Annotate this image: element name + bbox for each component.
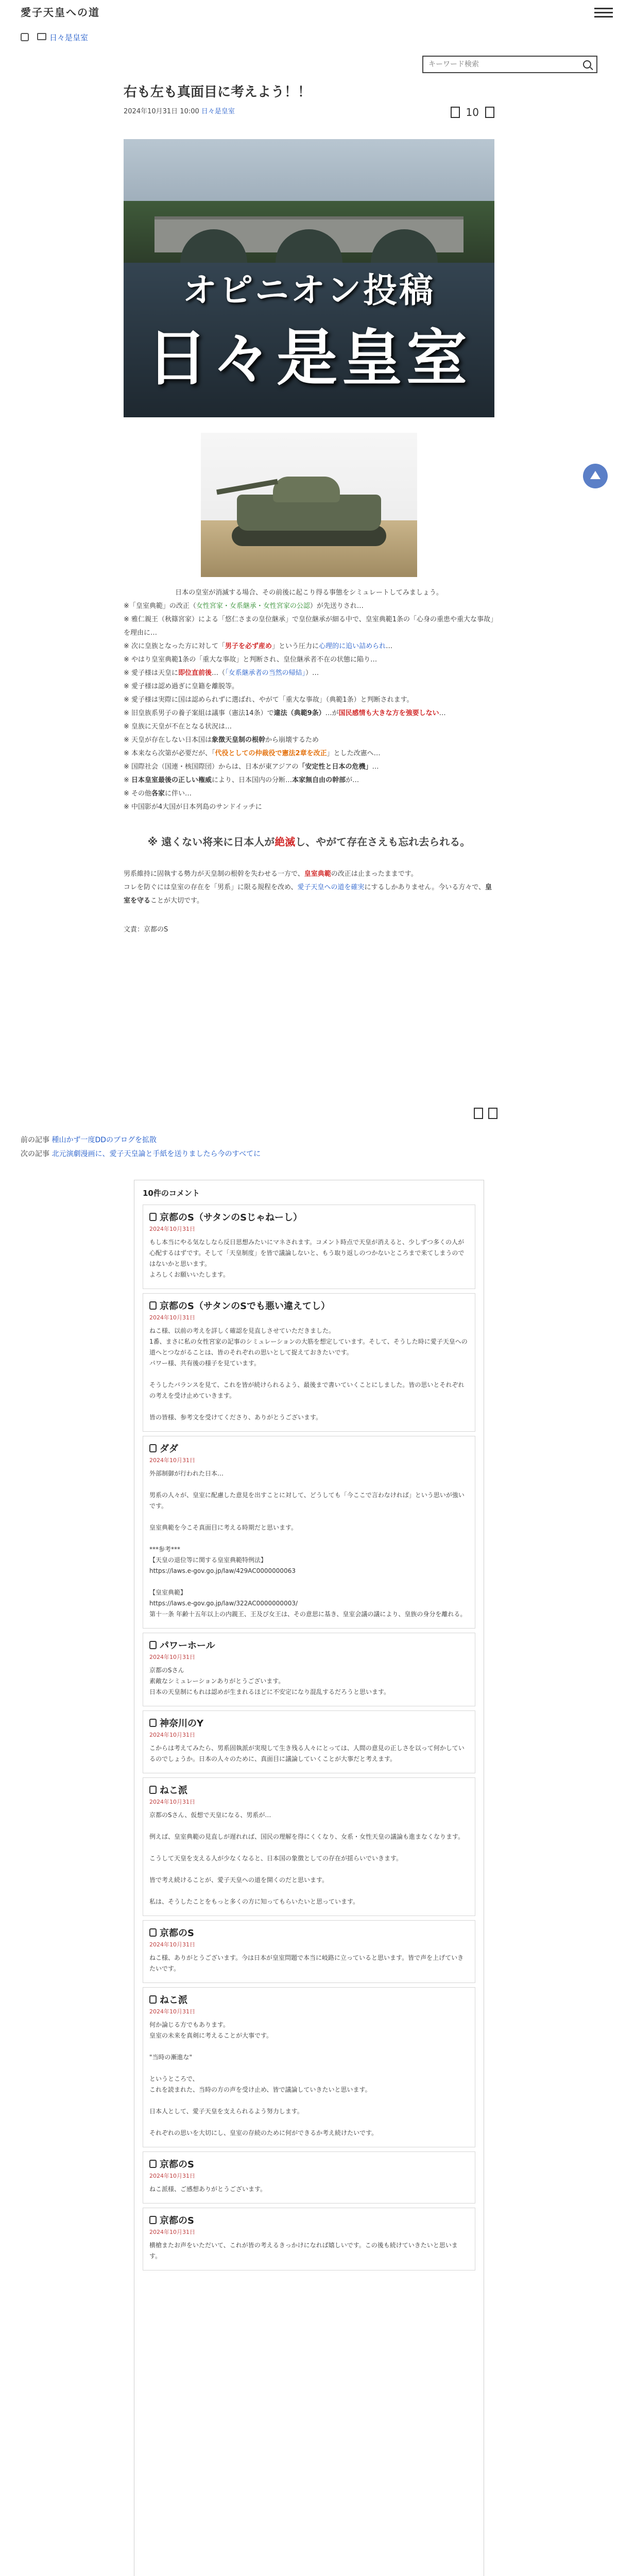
comment	[143, 1293, 475, 1432]
comment-author-name: 神奈川のY	[160, 1718, 204, 1729]
article-paragraph	[124, 680, 494, 693]
user-icon	[149, 1641, 157, 1649]
comment-author	[149, 1210, 469, 1224]
comment	[143, 2151, 475, 2204]
comment-author	[149, 1638, 469, 1652]
text-run: ※ 本来なら次第が必要だが、「	[124, 750, 215, 757]
comment-author	[149, 1299, 469, 1312]
comment-body: 何か論じる方でもあります。 皇室の未来を真剣に考えることが大事です。 "当時の漸進な" というところで、 これを読まれた、当時の方の声を受け止め、皆で議論していきたいと思います。 日本人として、愛子天皇を支えられるよう努力します。 それぞれの思いを大切にし、皇室の存続のために何ができるか考え続けたいです。	[149, 2021, 378, 2137]
text-run: により、日本国内の分断…	[212, 776, 293, 784]
text-run: にするしかありません。今いる方々で、	[364, 884, 486, 891]
comments-heading: 10件のコメント	[143, 1189, 200, 1198]
comment-author-name: 京都のS（サタンのSでも悪い違えてし）	[160, 1301, 331, 1312]
prev-post	[21, 1133, 597, 1147]
text-run: …	[386, 642, 393, 650]
next-post	[21, 1147, 597, 1161]
highlight-run: 違法（典範9条）	[273, 709, 325, 717]
article-paragraph	[124, 787, 494, 801]
comment	[143, 2208, 475, 2270]
tank-turret	[273, 477, 340, 502]
article-paragraph	[124, 760, 494, 774]
text-run: …	[439, 709, 446, 717]
highlight-run: ※ 遠くない将来に日本人が	[147, 836, 275, 848]
article-paragraph	[124, 747, 494, 760]
next-post-link[interactable]: 北元演劇漫画に、愛子天皇論と手紙を送りましたら今のすべてに	[52, 1149, 261, 1158]
folder-icon	[37, 33, 46, 40]
bookmark-icon[interactable]	[451, 107, 460, 118]
hero-title-line2: 日々是皇室	[146, 322, 471, 394]
text-run: コレを防ぐには皇室の存在を「男系」に限る規程を改め、	[124, 884, 298, 891]
user-icon	[149, 1301, 157, 1310]
text-run: ※ 次に皇族となった方に対して「	[124, 642, 226, 650]
article-paragraph	[124, 720, 494, 734]
user-icon	[149, 1213, 157, 1221]
highlight-run: 存在さえも忘れ去られる。	[347, 836, 471, 848]
text-run: …が	[325, 709, 339, 717]
search-icon[interactable]	[583, 60, 591, 69]
comment-body: 京都のSさん 素敵なシミュレーションありがとうございます。 日本の天皇制にもれは認めが生まれるほどに不安定になり混乱するだろうと思います。	[149, 1667, 390, 1696]
comment	[143, 1920, 475, 1983]
comment-date: 2024年10月31日	[149, 1941, 195, 1948]
comment-body: もし本当にやる気なしなら反日思想みたいにマネされます。コメント時点で天皇が消えると、少しずつ多くの人が心配するはずです。そして「天皇制度」を皆で議論しないと、もう取り返しのつかないところまで来てしまうのではないかと思います。 よろしくお願いいたします。	[149, 1239, 465, 1278]
highlight-run: 日本皇室最後の正しい権威	[131, 776, 212, 784]
home-icon[interactable]	[21, 33, 29, 41]
text-run: 」とした改憲へ…	[327, 750, 381, 757]
text-run: ※ 雅仁親王（秋篠宮家）による「悠仁さまの皇位継承」で皇位継承が細る中で、皇室典範1条の「心身の重患や重大な事故」を理由に…	[124, 616, 494, 637]
comment-date: 2024年10月31日	[149, 1732, 195, 1738]
article-date: 2024年10月31日 10:00	[124, 108, 199, 115]
comment-author	[149, 2213, 469, 2227]
highlight-run: 男子を必ず産め	[225, 642, 272, 650]
user-icon	[149, 1719, 157, 1727]
highlight-run: 絶滅	[274, 836, 296, 848]
site-logo[interactable]: 愛子天皇への道	[21, 6, 100, 19]
user-icon	[149, 1786, 157, 1794]
scroll-to-top-button[interactable]	[583, 464, 608, 488]
user-icon	[149, 2160, 157, 2168]
highlight-run: 心理的に追い詰められ	[319, 642, 386, 650]
text-run: ※ 愛子様は認め過ぎに皇籍を離脱等。	[124, 683, 239, 690]
text-run: ※ 国際社会（国連・核国際団）からは、日本が東アジアの	[124, 763, 299, 771]
article-paragraph	[124, 693, 494, 707]
comment-body: 外部制御が行われた日本… 男系の人々が、皇室に配慮した意見を出すことに対して、どうしても「今ここで言わなければ」という思いが強いです。 皇室典範を今こそ真面目に考える時期だと思います。 ***参考*** 【天皇の退位等に関する皇室典範特例法】 https://laws.e-gov.go.jp/law/429AC0000000063 【皇室典範】 https://laws.e-gov.go.jp/law/322AC0000000003/ 第十一条 年齢十五年以上の内親王、王及び女王は、その意思に基き、皇室会議の議により、皇族の身分を離れる。	[149, 1470, 467, 1618]
text-run: の改正は止まったままです。	[331, 870, 418, 878]
article	[124, 77, 494, 937]
comment-author-name: ダダ	[160, 1444, 178, 1454]
comment-author	[149, 1783, 469, 1797]
text-run: …（	[212, 669, 226, 677]
article-meta	[124, 106, 494, 115]
article-highlight-line	[124, 832, 494, 852]
comment-author-name: ねこ派	[160, 1995, 187, 2006]
text-run: ことが大切です。	[150, 897, 203, 905]
comment-author-name: 京都のS	[160, 1928, 194, 1939]
search-box	[422, 56, 597, 73]
text-run: ※「皇室典範」の改正（	[124, 602, 196, 610]
comment-date: 2024年10月31日	[149, 1654, 195, 1660]
comment	[143, 1633, 475, 1706]
text-run: ※ 愛子様は実際に国は認められずに選ばれ、やがて「重大な事故」（典範1条）と判断されます。	[124, 696, 414, 704]
site-header	[0, 0, 618, 31]
comment-body: こからは考えてみたら、男系固執派が実現して生き残る人々にとっては、人間の意見の正しさを以って何かしているのでしょうか。日本の人々のために、真面目に議論していくことが大事だと考えます。	[149, 1744, 465, 1762]
text-run: ※ 中国影が4大国が日本列島のサンドイッチに	[124, 803, 262, 811]
text-run: 男系維持に固執する勢力が天皇制の根幹を失わせる一方で、	[124, 870, 304, 878]
closing-paragraph	[124, 881, 494, 908]
highlight-run: 「安定性と日本の危機」	[298, 763, 372, 771]
text-run: が…	[346, 776, 359, 784]
comment-date: 2024年10月31日	[149, 1226, 195, 1232]
prev-post-label: 前の記事	[21, 1136, 49, 1144]
text-run: ※ 旧皇族系男子の養子案組は議事（憲法14条）で	[124, 709, 274, 717]
user-icon	[149, 1928, 157, 1937]
article-paragraph	[124, 640, 494, 653]
comment-body: ねこ様、ありがとうございます。今は日本が皇室問題で本当に岐路に立っていると思います。皆で声を上げていきたいです。	[149, 1954, 464, 1972]
comment	[143, 1710, 475, 1773]
comment-body: 京都のSさん、仮想で天皇になる、男系が… 例えば、皇室典範の見直しが遅れれば、国民の理解を得にくくなり、女系・女性天皇の議論も進まなくなります。 こうして天皇を支える人が少なくなると、日本国の象徴としての存在が揺らいでいきます。 皆で考え続けることが、愛子天皇への道を開くのだと思います。 私は、そうしたことをもっと多くの方に知ってもらいたいと思っています。	[149, 1811, 465, 1905]
article-paragraph	[124, 600, 494, 613]
highlight-run: し、やがて	[295, 836, 347, 848]
comment-author	[149, 1993, 469, 2006]
comment-date: 2024年10月31日	[149, 1457, 195, 1464]
tank-illustration	[201, 433, 417, 577]
highlight-run: 代役としての仲裁役で憲法2章を改正	[215, 750, 327, 757]
user-icon	[149, 2216, 157, 2224]
article-paragraph	[124, 774, 494, 787]
comment-author	[149, 1716, 469, 1730]
comment	[143, 1987, 475, 2147]
comment-author-name: ねこ派	[160, 1785, 187, 1796]
comment-author-name: 京都のS	[160, 2215, 194, 2226]
text-run: に伴い…	[165, 790, 192, 798]
post-navigation	[21, 1133, 597, 1161]
comment-date: 2024年10月31日	[149, 2229, 195, 2235]
hamburger-menu-icon[interactable]	[594, 5, 613, 20]
article-paragraph	[124, 734, 494, 747]
text-run: ）…	[305, 669, 319, 677]
comment	[143, 1436, 475, 1629]
text-run: 」という圧力に	[272, 642, 319, 650]
closing-paragraph	[124, 868, 494, 881]
highlight-run: 皇室典範	[304, 870, 331, 878]
breadcrumb-category[interactable]	[37, 32, 88, 43]
comment-body: ねこ様、以前の考えを詳しく確認を見直しさせていただきました。 1番、まさに私の女性宮家の記事のシミュレーションの大筋を想定しています。そして、そうした時に愛子天皇への道へとつながることは、皆のそれぞれの思いとして捉えておきたいです。 パワー様、共有後の様子を見ています。 そうしたバランスを見て、これを皆が続けられるよう、最後まで書いていくことにしました。皆の思いとそれぞれの考えを受け止めていきます。 皆の皆様、参考文を受けてくださり、ありがとうございます。	[149, 1327, 468, 1421]
article-paragraph	[124, 667, 494, 680]
comment-author	[149, 2157, 469, 2171]
breadcrumb	[21, 30, 597, 44]
highlight-run: 象徴天皇制の根幹	[212, 736, 266, 744]
bookmark-icon[interactable]	[474, 1108, 483, 1119]
comment-author	[149, 1926, 469, 1939]
article-author: 文責：京都のS	[124, 926, 168, 934]
comment-author-name: 京都のS	[160, 2159, 194, 2170]
prev-post-link[interactable]: 種山かず一度DDのブログを拡散	[52, 1136, 157, 1144]
text-run: ※	[124, 776, 132, 784]
share-row	[451, 106, 494, 118]
comment-author-name: 京都のS（サタンのSじゃねーし）	[160, 1212, 303, 1223]
user-icon	[149, 1995, 157, 2004]
next-post-label: 次の記事	[21, 1149, 49, 1158]
comment-body: 横槍またお声をいただいて、これが皆の考えるきっかけになれば嬉しいです。この後も続けていきたいと思います。	[149, 2242, 458, 2260]
highlight-run: 国民感情も大きな方を強要しない	[338, 709, 439, 717]
share-bottom	[474, 1108, 497, 1119]
highlight-run: 各家	[151, 790, 165, 798]
comment-list	[143, 1205, 475, 2270]
highlight-run: 愛子天皇への道を確実	[297, 884, 365, 891]
comment-date: 2024年10月31日	[149, 1799, 195, 1805]
text-run: ※ 皇族に天皇が不在となる状況は…	[124, 723, 232, 731]
text-run: ※ やはり皇室典範1条の「重大な事故」と判断され、皇位継承者不在の状態に陥り…	[124, 656, 377, 664]
article-paragraph	[124, 613, 494, 640]
comment-date: 2024年10月31日	[149, 1314, 195, 1321]
highlight-run: 「女系継承者の当然の帰結」	[225, 669, 306, 677]
text-run: ※ 天皇が存在しない日本国は	[124, 736, 212, 744]
comment-date: 2024年10月31日	[149, 2173, 195, 2179]
comment-body: ねこ派様、ご感想ありがとうございます。	[149, 2185, 267, 2193]
share-icon[interactable]	[488, 1108, 497, 1119]
search-input[interactable]	[423, 57, 573, 72]
comments-section	[134, 1180, 484, 2576]
comment-author	[149, 1442, 469, 1455]
text-run: から崩壊するため	[265, 736, 319, 744]
highlight-run: 女性宮家・女系継承・女性宮家の公認	[196, 602, 310, 610]
article-paragraphs	[124, 600, 494, 814]
comment	[143, 1777, 475, 1916]
article-title: 右も左も真面目に考えよう！！	[124, 84, 312, 100]
text-run: ※ 愛子様は天皇に	[124, 669, 179, 677]
highlight-run: 即位直前後	[178, 669, 212, 677]
user-icon	[149, 1444, 157, 1452]
comment-author-name: パワーホール	[160, 1640, 215, 1651]
breadcrumb-category-label[interactable]: 日々是皇室	[49, 32, 89, 42]
share-icon[interactable]	[485, 107, 494, 118]
article-paragraph	[124, 801, 494, 814]
article-paragraph	[124, 707, 494, 720]
article-closing	[124, 868, 494, 908]
comment-date: 2024年10月31日	[149, 2008, 195, 2015]
highlight-run: 皇室を守る	[124, 884, 492, 905]
article-body	[124, 586, 494, 937]
article-category-link[interactable]: 日々是皇室	[201, 108, 235, 115]
article-paragraph	[124, 653, 494, 667]
article-lead: 日本の皇室が消滅する場合、その前後に起こり得る事態をシミュレートしてみましょう。	[175, 589, 443, 597]
text-run: ）が先送りされ…	[310, 602, 364, 610]
highlight-run: 本家無自由の幹部	[292, 776, 346, 784]
hero-title-line1: オピニオン投稿	[183, 270, 435, 310]
text-run: ※ その他	[124, 790, 152, 798]
tank-gun	[216, 479, 278, 495]
hero-image	[124, 139, 494, 417]
text-run: …	[372, 763, 379, 771]
share-count: 10	[466, 106, 479, 118]
comment	[143, 1205, 475, 1289]
